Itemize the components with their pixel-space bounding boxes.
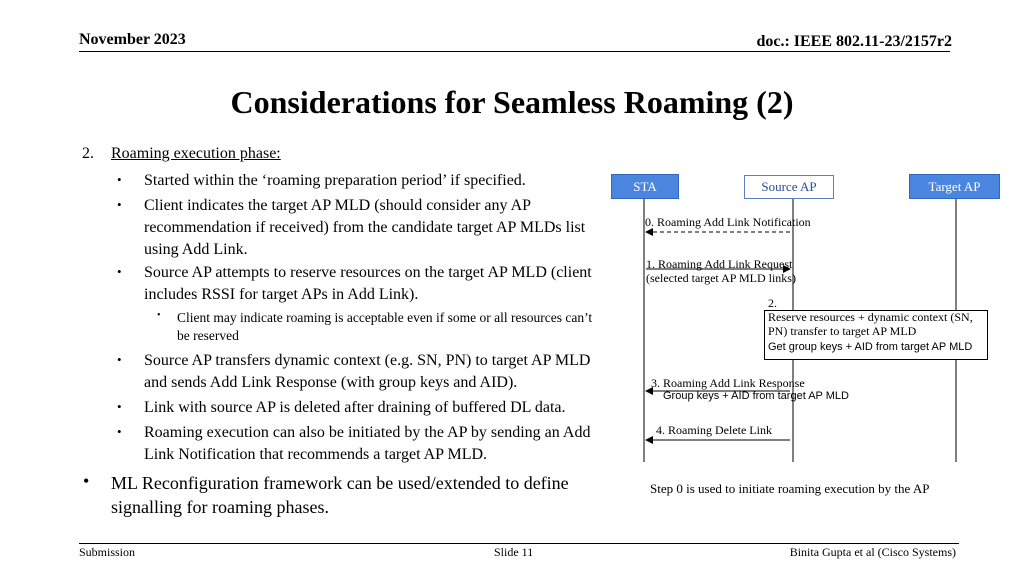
- sub-bullet-dot: •: [157, 310, 161, 321]
- bullet-dot: •: [117, 172, 122, 187]
- source-ap-node: Source AP: [744, 175, 834, 199]
- step2-line1: Reserve resources + dynamic context (SN,: [768, 310, 973, 324]
- slide-title: Considerations for Seamless Roaming (2): [230, 84, 794, 120]
- section-number: 2.: [82, 145, 94, 162]
- footer-submission: Submission: [79, 545, 136, 559]
- step1-label-line1: 1. Roaming Add Link Request: [646, 257, 793, 271]
- step2-number: 2.: [768, 296, 777, 310]
- sta-node: STA: [611, 174, 679, 199]
- footer-author: Binita Gupta et al (Cisco Systems): [789, 545, 956, 559]
- step0-label: 0. Roaming Add Link Notification: [645, 215, 811, 229]
- section-heading: Roaming execution phase:: [111, 145, 281, 162]
- bullet-dot: •: [117, 197, 122, 212]
- header-date: November 2023: [79, 31, 186, 48]
- bullet-item: Roaming execution can also be initiated by the AP by sending an Add Link Notification that recommends a target AP MLD.: [144, 424, 591, 463]
- step1-label-line2: (selected target AP MLD links): [646, 271, 796, 285]
- step2-line2: PN) transfer to target AP MLD: [768, 324, 917, 338]
- bullet-dot: •: [117, 264, 122, 279]
- step3-label-line2: Group keys + AID from target AP MLD: [663, 390, 849, 402]
- target-ap-node: Target AP: [909, 174, 1000, 199]
- bullet-dot: •: [83, 471, 90, 491]
- ml-reconfig-bullet: ML Reconfiguration framework can be used/extended to define signalling for roaming phases.: [111, 473, 569, 517]
- step3-label-line1: 3. Roaming Add Link Response: [651, 376, 805, 390]
- header-doc-id: doc.: IEEE 802.11-23/2157r2: [756, 33, 952, 50]
- bullet-item: Client indicates the target AP MLD (should consider any AP recommendation if received) from the candidate target AP MLDs list using Add Link.: [144, 197, 586, 258]
- step2-line3: Get group keys + AID from target AP MLD: [768, 341, 973, 353]
- bullet-item: Source AP attempts to reserve resources on the target AP MLD (client includes RSSI for target APs in Add Link).: [144, 264, 592, 303]
- bullet-item: Link with source AP is deleted after draining of buffered DL data.: [144, 399, 566, 416]
- bullet-item: Source AP transfers dynamic context (e.g. SN, PN) to target AP MLD and sends Add Link Response (with group keys and AID).: [144, 352, 591, 391]
- diagram-note: Step 0 is used to initiate roaming execution by the AP: [650, 481, 930, 496]
- bullet-item: Started within the ‘roaming preparation period’ if specified.: [144, 172, 526, 189]
- bullet-dot: •: [117, 424, 122, 439]
- bullet-dot: •: [117, 399, 122, 414]
- footer-slide-number: Slide 11: [494, 545, 534, 559]
- footer-rule: [79, 543, 959, 544]
- sub-bullet-item: Client may indicate roaming is acceptable even if some or all resources can’t be reserved: [177, 310, 593, 343]
- bullet-dot: •: [117, 352, 122, 367]
- step4-label: 4. Roaming Delete Link: [656, 423, 772, 437]
